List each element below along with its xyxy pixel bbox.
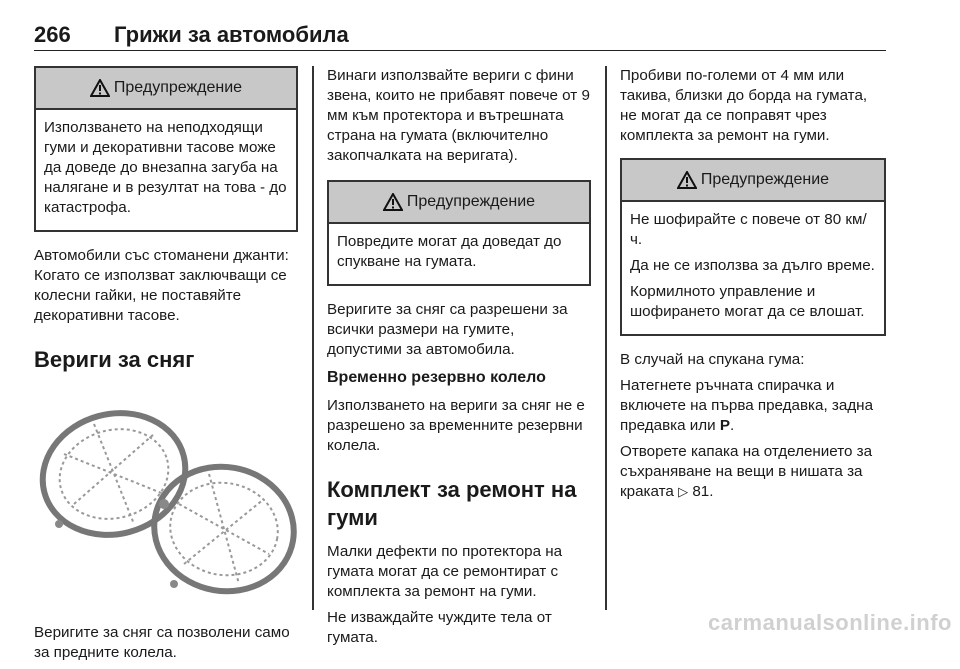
paragraph: Автомобили със стоманени джанти: Когато се използват заключващи се колесни гайки, не поставяйте декоративни тасове. [34, 247, 289, 324]
column-2 [327, 66, 591, 654]
page-number: 266 [34, 22, 71, 47]
paragraph: Не изваждайте чуждите тела от гумата. [327, 609, 552, 646]
warning-text: Повредите могат да доведат до спукване на гумата. [337, 233, 562, 270]
paragraph: Веригите за сняг са разрешени за всички размери на гумите, допустими за автомобила. [327, 301, 568, 358]
warning-header [622, 160, 884, 202]
section-heading: Вериги за сняг [34, 347, 195, 372]
warning-text: Кормилното управление и шофирането могат да се влошат. [630, 283, 865, 320]
page-header [34, 20, 886, 51]
warning-label: Предупреждение [406, 193, 536, 210]
paragraph-text: Натегнете ръчната спирачка и включете на първа предавка, задна предавка или [620, 377, 874, 434]
column-divider [605, 66, 607, 610]
warning-label: Предупреждение [113, 79, 243, 96]
warning-triangle-icon [677, 171, 697, 189]
warning-triangle-icon [383, 193, 403, 211]
column-divider [312, 66, 314, 610]
paragraph: В случай на спукана гума: [620, 351, 805, 368]
paragraph [620, 442, 886, 502]
paragraph-text: Отворете капака на отделението за съхраняване на вещи в нишата за краката [620, 443, 873, 500]
warning-box [620, 158, 886, 336]
paragraph-end: . [730, 417, 735, 434]
warning-triangle-icon [90, 79, 110, 97]
warning-label: Предупреждение [700, 171, 830, 188]
paragraph: Пробиви по-големи от 4 мм или такива, близки до борда на гумата, не могат да се поправят чрез комплекта за ремонт на гуми. [620, 67, 868, 144]
page-title: Грижи за автомобила [114, 22, 349, 47]
paragraph: Винаги използвайте вериги с фини звена, които не прибавят повече от 9 мм към протектора и вътрешната страна на гумата (включително закопчалката на веригата). [327, 67, 590, 164]
page-ref: 81. [688, 483, 714, 500]
caption: Веригите за сняг са позволени само за предните колела. [34, 624, 290, 661]
warning-text: Не шофирайте с повече от 80 км/ч. [630, 211, 867, 248]
warning-header [36, 68, 296, 110]
paragraph: Малки дефекти по протектора на гумата могат да се ремонтират с комплекта за ремонт на гуми. [327, 543, 563, 600]
watermark: carmanualsonline.info [708, 610, 952, 635]
column-3 [620, 66, 886, 508]
paragraph [620, 376, 886, 436]
snow-chains-illustration [34, 394, 298, 604]
page-ref-arrow-icon: ▷ [678, 484, 689, 499]
warning-text: Използването на неподходящи гуми и декоративни тасове може да доведе до внезапна загуба на налягане и в резултат на това - до катастрофа. [44, 119, 287, 216]
gear-letter: P [719, 417, 730, 434]
column-1 [34, 66, 298, 669]
paragraph: Използването на вериги за сняг не е разрешено за временните резервни колела. [327, 397, 585, 454]
warning-text: Да не се използва за дълго време. [630, 257, 875, 274]
warning-box [34, 66, 298, 232]
warning-header [329, 182, 589, 224]
subheading: Временно резервно колело [327, 369, 546, 386]
section-heading: Комплект за ремонт на гуми [327, 477, 577, 530]
warning-box [327, 180, 591, 286]
